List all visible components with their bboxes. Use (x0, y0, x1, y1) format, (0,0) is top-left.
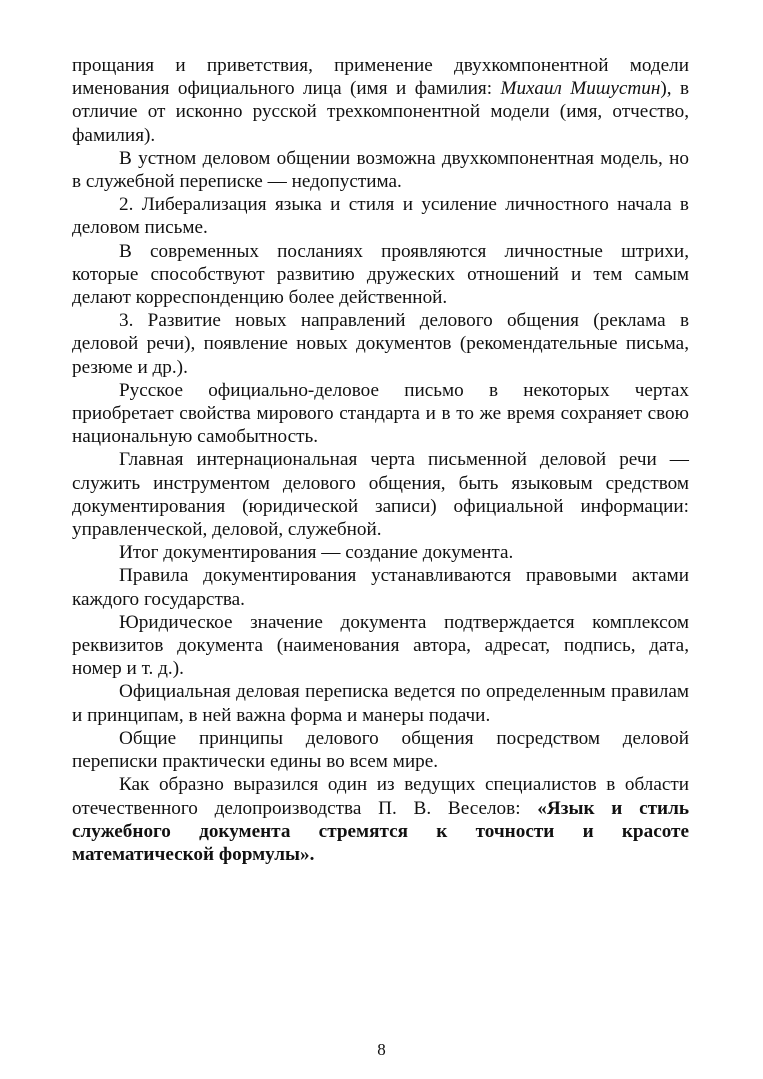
paragraph (72, 193, 689, 239)
text-run: 2. Либерализация языка и стиля и усиление личностного начала в деловом письме. (72, 194, 689, 239)
paragraph (72, 379, 689, 449)
text-run: ), в отличие от исконно русской трехкомпонентной модели (имя, отчество, фамилия). (72, 78, 690, 146)
text-run: Юридическое значение документа подтверждается комплексом реквизитов документа (наименования автора, адресат, подпись, дата, номер и т. д.). (72, 611, 689, 680)
paragraph (72, 680, 689, 726)
paragraph (72, 611, 689, 681)
paragraph (72, 147, 689, 193)
paragraph (72, 309, 689, 379)
text-run: Официальная деловая переписка ведется по определенным правилам и принципам, в ней важна форма и манеры подачи. (72, 681, 689, 726)
paragraph (72, 727, 689, 773)
text-run: В современных посланиях проявляются личностные штрихи, которые способствуют развитию дружеских отношений и тем самым делают корреспонденцию более действенной. (72, 240, 689, 309)
text-run-bold-quote: «Язык и стиль служебного документа стремятся к точности и красоте математической формулы». (72, 797, 689, 865)
text-run: В устном деловом общении возможна двухкомпонентная модель, но в служебной переписке — недопустима. (72, 147, 689, 193)
text-run: Русское официально-деловое письмо в некоторых чертах приобретает свойства мирового стандарта и в то же время сохраняет свою национальную самобытность. (72, 379, 689, 448)
paragraph (72, 773, 689, 866)
text-run: Общие принципы делового общения посредством деловой переписки практически едины во всем мире. (72, 727, 689, 773)
text-run-italic: Михаил Мишустин (500, 78, 661, 100)
text-run: прощания и приветствия, применение двухкомпонентной модели именования официального лица (имя и фамилия: (72, 55, 689, 100)
paragraph (72, 240, 689, 310)
text-run: Как образно выразился один из ведущих специалистов в области отечественного делопроизводства П. В. Веселов: (72, 774, 689, 819)
text-run: Главная интернациональная черта письменной деловой речи — служить инструментом делового общения, быть языковым средством документирования (юридической записи) официальной информации: управленческой, деловой, служебной. (72, 449, 689, 541)
paragraph (72, 541, 689, 564)
text-run: 3. Развитие новых направлений делового общения (реклама в деловой речи), появление новых документов (рекомендательные письма, резюме и др.). (72, 310, 689, 378)
page-body (72, 54, 689, 866)
page-number: 8 (377, 1040, 386, 1059)
text-run: Итог документирования — создание документа. (119, 542, 514, 564)
paragraph (72, 54, 689, 147)
paragraph (72, 448, 689, 541)
text-run: Правила документирования устанавливаются правовыми актами каждого государства. (72, 565, 689, 610)
paragraph (72, 564, 689, 610)
